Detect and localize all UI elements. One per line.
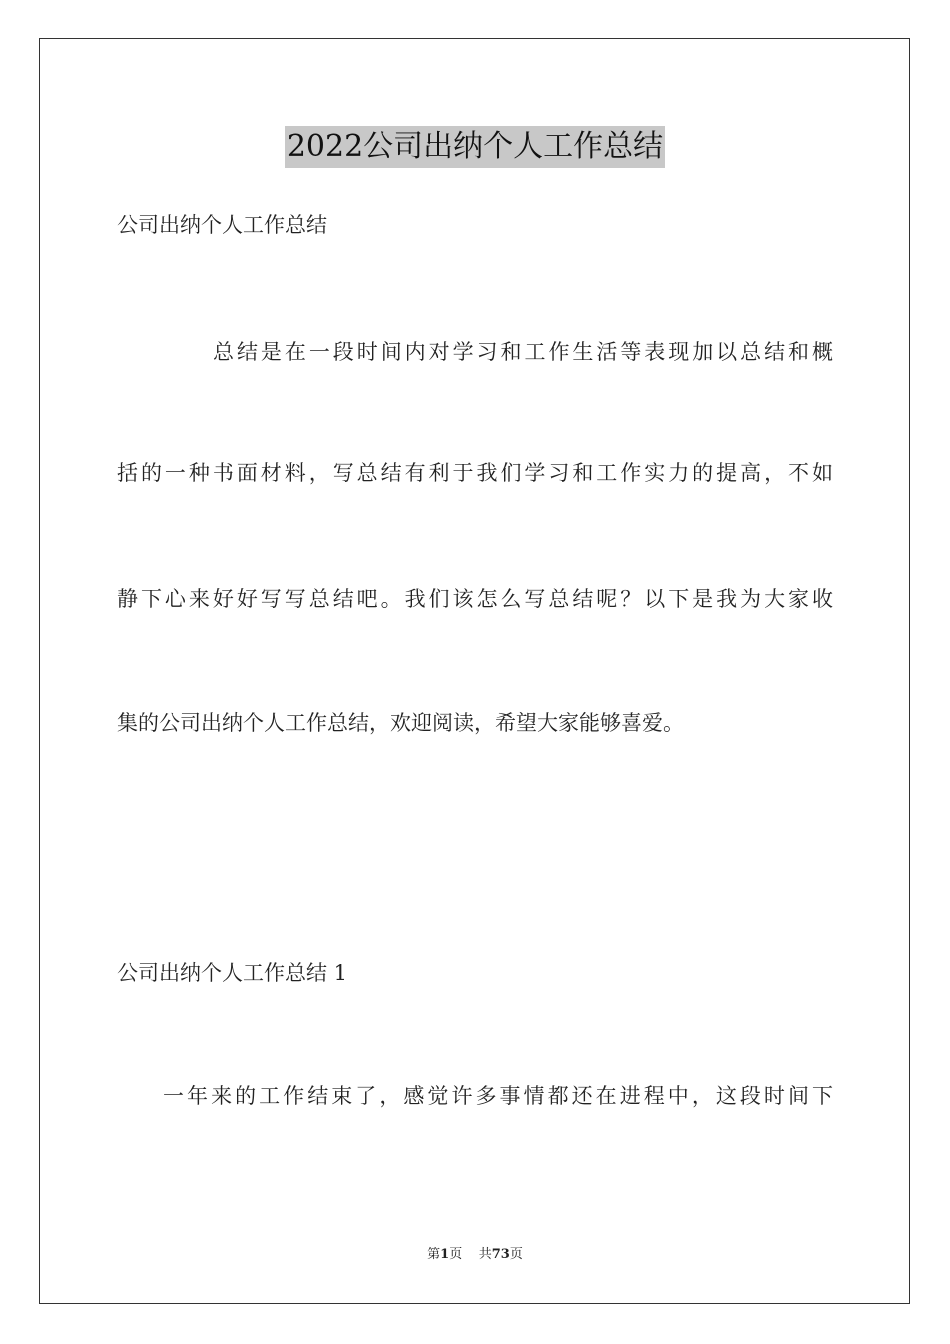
total-pages: 73 [491, 1247, 510, 1262]
paragraph-line-text: 一年来的工作结束了，感觉许多事情都还在进程中，这段时间下 [163, 1084, 833, 1108]
section-heading[interactable]: 公司出纳个人工作总结 1 [117, 961, 348, 985]
paragraph-line-text: 括的一种书面材料，写总结有利于我们学习和工作实力的提高，不如 [117, 461, 833, 485]
page-label-prefix: 第 [427, 1247, 441, 1262]
total-prefix: 共 [478, 1247, 492, 1262]
section-paragraph-line[interactable] [163, 1082, 833, 1110]
document-title[interactable]: 2022公司出纳个人工作总结 [285, 126, 665, 168]
paragraph-line-text: 总结是在一段时间内对学习和工作生活等表现加以总结和概 [213, 340, 833, 364]
page-label-suffix: 页 [449, 1247, 463, 1262]
paragraph-line[interactable] [213, 338, 833, 366]
total-suffix: 页 [509, 1247, 523, 1262]
paragraph-line[interactable] [117, 585, 833, 613]
title-wrap [0, 126, 950, 168]
paragraph-line-text: 集的公司出纳个人工作总结，欢迎阅读，希望大家能够喜爱。 [117, 711, 684, 735]
page-number: 1 [440, 1247, 450, 1262]
page-footer [0, 1246, 950, 1264]
paragraph-line[interactable] [117, 459, 833, 487]
paragraph-line-text: 静下心来好好写写总结吧。我们该怎么写总结呢？以下是我为大家收 [117, 587, 833, 611]
paragraph-line[interactable] [117, 709, 684, 737]
document-subtitle[interactable]: 公司出纳个人工作总结 [117, 213, 327, 237]
